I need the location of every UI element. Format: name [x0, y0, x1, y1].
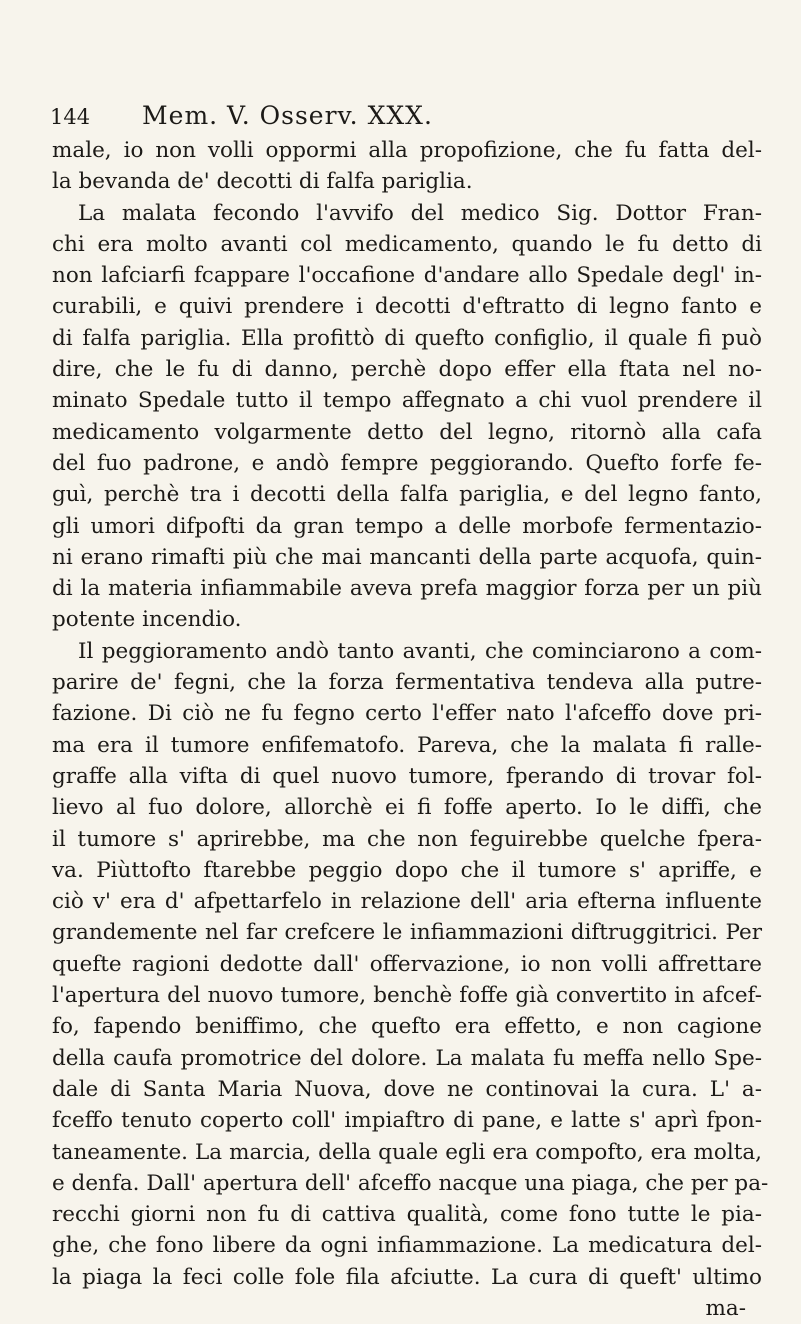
text-line: l'apertura del nuovo tumore, benchè foffe già convertito in afcef- — [52, 983, 762, 1009]
text-line: dale di Santa Maria Nuova, dove ne continovai la cura. L' a- — [52, 1076, 762, 1102]
text-line: taneamente. La marcia, della quale egli era compofto, era molta, — [52, 1139, 762, 1165]
text-line: di la materia infiammabile aveva prefa maggior forza per un più — [52, 576, 762, 602]
text-line: gli umori difpofti da gran tempo a delle morbofe fermentazio- — [52, 513, 762, 539]
text-line: recchi giorni non fu di cattiva qualità, come fono tutte le pia- — [52, 1202, 762, 1228]
text-line: fazione. Di ciò ne fu fegno certo l'effer nato l'afceffo dove pri- — [52, 701, 762, 727]
text-line: parire de' fegni, che la forza fermentativa tendeva alla putre- — [52, 670, 762, 696]
text-line: male, io non volli oppormi alla propofizione, che fu fatta del- — [52, 138, 762, 163]
running-title: Mem. V. Osserv. XXX. — [142, 101, 433, 130]
text-line: di falfa pariglia. Ella profittò di quefto configlio, il quale fi può — [52, 325, 762, 351]
text-line: e denfa. Dall' apertura dell' afceffo nacque una piaga, che per pa- — [52, 1170, 769, 1196]
text-line: chi era molto avanti col medicamento, quando le fu detto di — [52, 231, 762, 257]
text-line: la bevanda de' decotti di falfa pariglia. — [52, 169, 473, 195]
catchword: ma- — [705, 1295, 746, 1321]
text-line: va. Piùttofto ftarebbe peggio dopo che il tumore s' apriffe, e — [52, 857, 762, 883]
text-line: fo, fapendo beniffimo, che quefto era effetto, e non cagione — [52, 1014, 762, 1040]
text-line: fceffo tenuto coperto coll' impiaftro di pane, e latte s' aprì fpon- — [52, 1108, 762, 1134]
text-line: del fuo padrone, e andò fempre peggiorando. Quefto forfe fe- — [52, 450, 762, 476]
text-line: il tumore s' aprirebbe, ma che non feguirebbe quelche fpera- — [52, 826, 762, 852]
text-line: ciò v' era d' afpettarfelo in relazione dell' aria efterna influente — [52, 889, 762, 915]
text-line: curabili, e quivi prendere i decotti d'eftratto di legno fanto e — [52, 294, 762, 320]
text-line: quefte ragioni dedotte dall' offervazione, io non volli affrettare — [52, 951, 762, 977]
page-number: 144 — [50, 105, 91, 129]
text-line: guì, perchè tra i decotti della falfa pariglia, e del legno fanto, — [52, 482, 762, 508]
text-line: dire, che le fu di danno, perchè dopo effer ella ftata nel no- — [52, 357, 762, 383]
text-line: La malata fecondo l'avvifo del medico Sig. Dottor Fran- — [78, 200, 762, 226]
text-line: Il peggioramento andò tanto avanti, che cominciarono a com- — [78, 638, 762, 664]
text-line: ghe, che fono libere da ogni infiammazione. La medicatura del- — [52, 1233, 762, 1259]
text-line: potente incendio. — [52, 607, 242, 633]
text-line: lievo al fuo dolore, allorchè ei fi foffe aperto. Io le diffi, che — [52, 795, 762, 821]
text-line: medicamento volgarmente detto del legno, ritornò alla cafa — [52, 419, 762, 445]
text-line: minato Spedale tutto il tempo affegnato a chi vuol prendere il — [52, 388, 762, 414]
running-head — [50, 98, 690, 134]
text-line: ni erano rimafti più che mai mancanti della parte acquofa, quin- — [52, 544, 762, 570]
text-line: della caufa promotrice del dolore. La malata fu meffa nello Spe- — [52, 1045, 762, 1071]
text-line: ma era il tumore enfifematofo. Pareva, che la malata fi ralle- — [52, 732, 762, 758]
body-text — [52, 135, 769, 1324]
text-line: la piaga la feci colle fole fila afciutte. La cura di queft' ultimo — [52, 1264, 762, 1290]
text-line: graffe alla vifta di quel nuovo tumore, fperando di trovar fol- — [52, 763, 762, 789]
text-line: grandemente nel far crefcere le infiammazioni diftruggitrici. Per — [52, 920, 762, 946]
text-line: non lafciarfi fcappare l'occafione d'andare allo Spedale degl' in- — [52, 263, 762, 289]
